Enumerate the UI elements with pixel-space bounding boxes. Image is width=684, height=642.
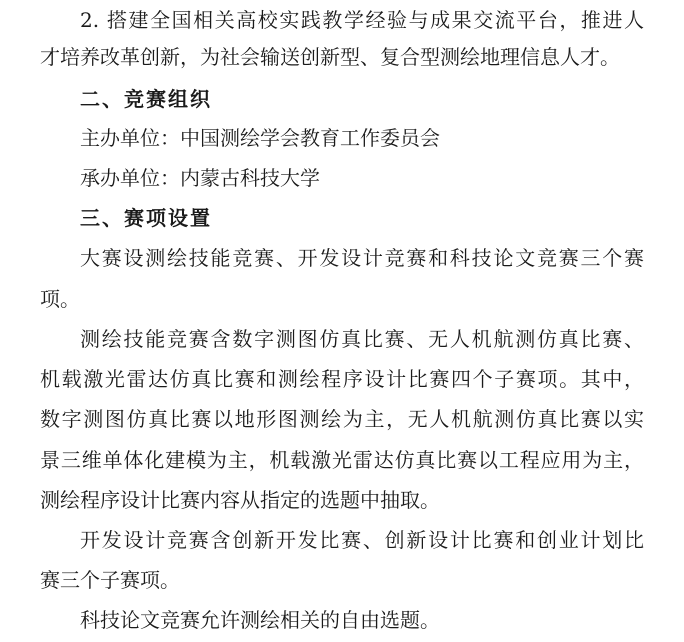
paragraph-skills-line-4: 景三维单体化建模为主，机载激光雷达仿真比赛以工程应用为主， — [40, 448, 644, 472]
paragraph-skills-line-3: 数字测图仿真比赛以地形图测绘为主，无人机航测仿真比赛以实 — [40, 407, 644, 431]
paragraph-paper-line-1: 科技论文竞赛允许测绘相关的自由选题。 — [80, 608, 440, 632]
section-heading-organization: 二、竞赛组织 — [80, 87, 212, 111]
paragraph-dev-line-1: 开发设计竞赛含创新开发比赛、创新设计比赛和创业计划比 — [80, 528, 644, 552]
section-heading-events: 三、赛项设置 — [80, 206, 212, 230]
paragraph-events-line-2: 项。 — [40, 287, 80, 311]
paragraph-events-line-1: 大赛设测绘技能竞赛、开发设计竞赛和科技论文竞赛三个赛 — [80, 246, 644, 270]
host-line: 承办单位：内蒙古科技大学 — [80, 166, 320, 190]
paragraph-skills-line-2: 机载激光雷达仿真比赛和测绘程序设计比赛四个子赛项。其中， — [40, 367, 644, 391]
paragraph-dev-line-2: 赛三个子赛项。 — [40, 568, 180, 592]
paragraph-goal-2-line-2: 才培养改革创新，为社会输送创新型、复合型测绘地理信息人才。 — [40, 45, 620, 69]
paragraph-goal-2-line-1: 2. 搭建全国相关高校实践教学经验与成果交流平台，推进人 — [80, 8, 644, 32]
organizer-line: 主办单位：中国测绘学会教育工作委员会 — [80, 126, 440, 150]
paragraph-skills-line-5: 测绘程序设计比赛内容从指定的选题中抽取。 — [40, 488, 440, 512]
paragraph-skills-line-1: 测绘技能竞赛含数字测图仿真比赛、无人机航测仿真比赛、 — [80, 327, 644, 351]
